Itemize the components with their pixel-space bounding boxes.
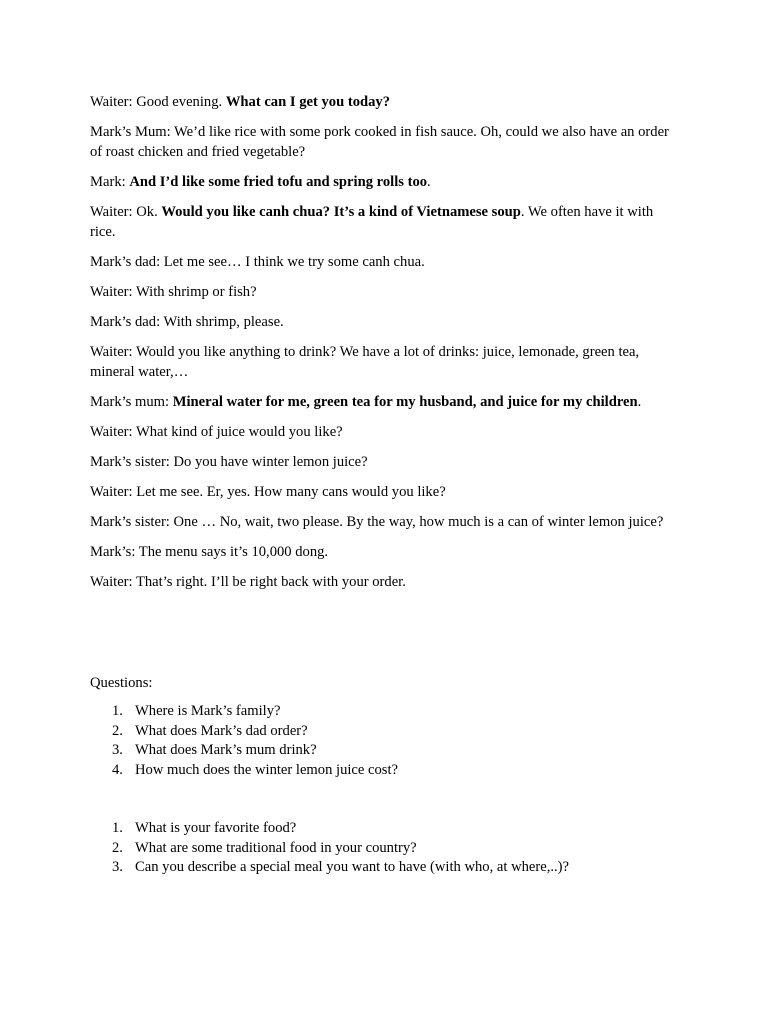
dialogue-text: Mark’s sister: One … No, wait, two please. By the way, how much is a can of winter lemon juice? xyxy=(90,514,664,530)
dialogue-line xyxy=(90,172,682,192)
question-item xyxy=(90,819,569,839)
dialogue-text: Mark’s mum: xyxy=(90,394,173,410)
dialogue-line xyxy=(90,572,682,592)
question-number: 2. xyxy=(112,839,123,856)
dialogue-text: Mark’s dad: With shrimp, please. xyxy=(90,314,284,330)
question-item xyxy=(90,858,569,878)
dialogue-bold-text: Would you like canh chua? It’s a kind of Vietnamese soup xyxy=(161,204,521,220)
question-number: 1. xyxy=(112,703,123,719)
dialogue-line xyxy=(90,202,682,242)
dialogue-text: Waiter: That’s right. I’ll be right back with your order. xyxy=(90,574,406,590)
question-number: 1. xyxy=(112,820,123,836)
question-text: How much does the winter lemon juice cost? xyxy=(135,761,399,778)
dialogue-line xyxy=(90,392,682,412)
dialogue-line xyxy=(90,252,682,272)
dialogue-text: . xyxy=(427,174,431,190)
dialogue-text: . We often have it with rice. xyxy=(90,204,654,240)
dialogue-text: Mark’s dad: Let me see… I think we try some canh chua. xyxy=(90,254,425,270)
dialogue-line xyxy=(90,312,682,332)
question-item xyxy=(90,839,569,859)
question-text: Can you describe a special meal you want to have (with who, at where,..)? xyxy=(135,859,570,875)
dialogue-text: . xyxy=(637,394,642,410)
question-number: 3. xyxy=(112,859,123,875)
dialogue-bold-text: Mineral water for me, green tea for my husband, and juice for my children xyxy=(172,394,638,410)
question-text: What does Mark’s dad order? xyxy=(135,722,308,739)
dialogue-line xyxy=(90,452,682,472)
question-item xyxy=(90,722,398,742)
discussion-questions-list xyxy=(90,819,569,878)
dialogue-line xyxy=(90,92,682,112)
comprehension-questions-list xyxy=(90,702,398,780)
dialogue-text: Waiter: Ok. xyxy=(90,204,162,220)
dialogue-line xyxy=(90,122,682,162)
dialogue-text: Waiter: Let me see. Er, yes. How many cans would you like? xyxy=(90,484,446,500)
dialogue-line xyxy=(90,282,682,302)
dialogue-line xyxy=(90,342,682,382)
dialogue-text: Mark’s: The menu says it’s 10,000 dong. xyxy=(90,544,329,560)
dialogue-text: Waiter: What kind of juice would you like? xyxy=(90,424,343,440)
question-number: 2. xyxy=(112,722,123,739)
dialogue-bold-text: What can I get you today? xyxy=(225,94,390,110)
dialogue xyxy=(90,92,682,602)
questions-heading: Questions: xyxy=(90,675,153,691)
question-number: 4. xyxy=(112,761,123,778)
dialogue-text: Mark’s Mum: We’d like rice with some pork cooked in fish sauce. Oh, could we also have an order of roast chicken and fried vegetable? xyxy=(90,124,669,160)
question-text: What does Mark’s mum drink? xyxy=(135,742,317,758)
question-number: 3. xyxy=(112,742,123,758)
dialogue-text: Waiter: With shrimp or fish? xyxy=(90,284,257,300)
dialogue-line xyxy=(90,512,682,532)
question-text: What is your favorite food? xyxy=(135,820,297,836)
dialogue-line xyxy=(90,542,682,562)
dialogue-text: Waiter: Good evening. xyxy=(90,94,226,110)
dialogue-line xyxy=(90,482,682,502)
question-item xyxy=(90,741,398,761)
dialogue-text: Waiter: Would you like anything to drink? We have a lot of drinks: juice, lemonade, green tea, mineral water,… xyxy=(90,344,640,380)
dialogue-bold-text: And I’d like some fried tofu and spring rolls too xyxy=(129,174,428,190)
question-item xyxy=(90,761,398,781)
question-text: Where is Mark’s family? xyxy=(135,703,281,719)
question-text: What are some traditional food in your country? xyxy=(135,839,417,856)
dialogue-text: Mark: xyxy=(90,174,130,190)
dialogue-text: Mark’s sister: Do you have winter lemon juice? xyxy=(90,454,368,470)
question-item xyxy=(90,702,398,722)
dialogue-line xyxy=(90,422,682,442)
